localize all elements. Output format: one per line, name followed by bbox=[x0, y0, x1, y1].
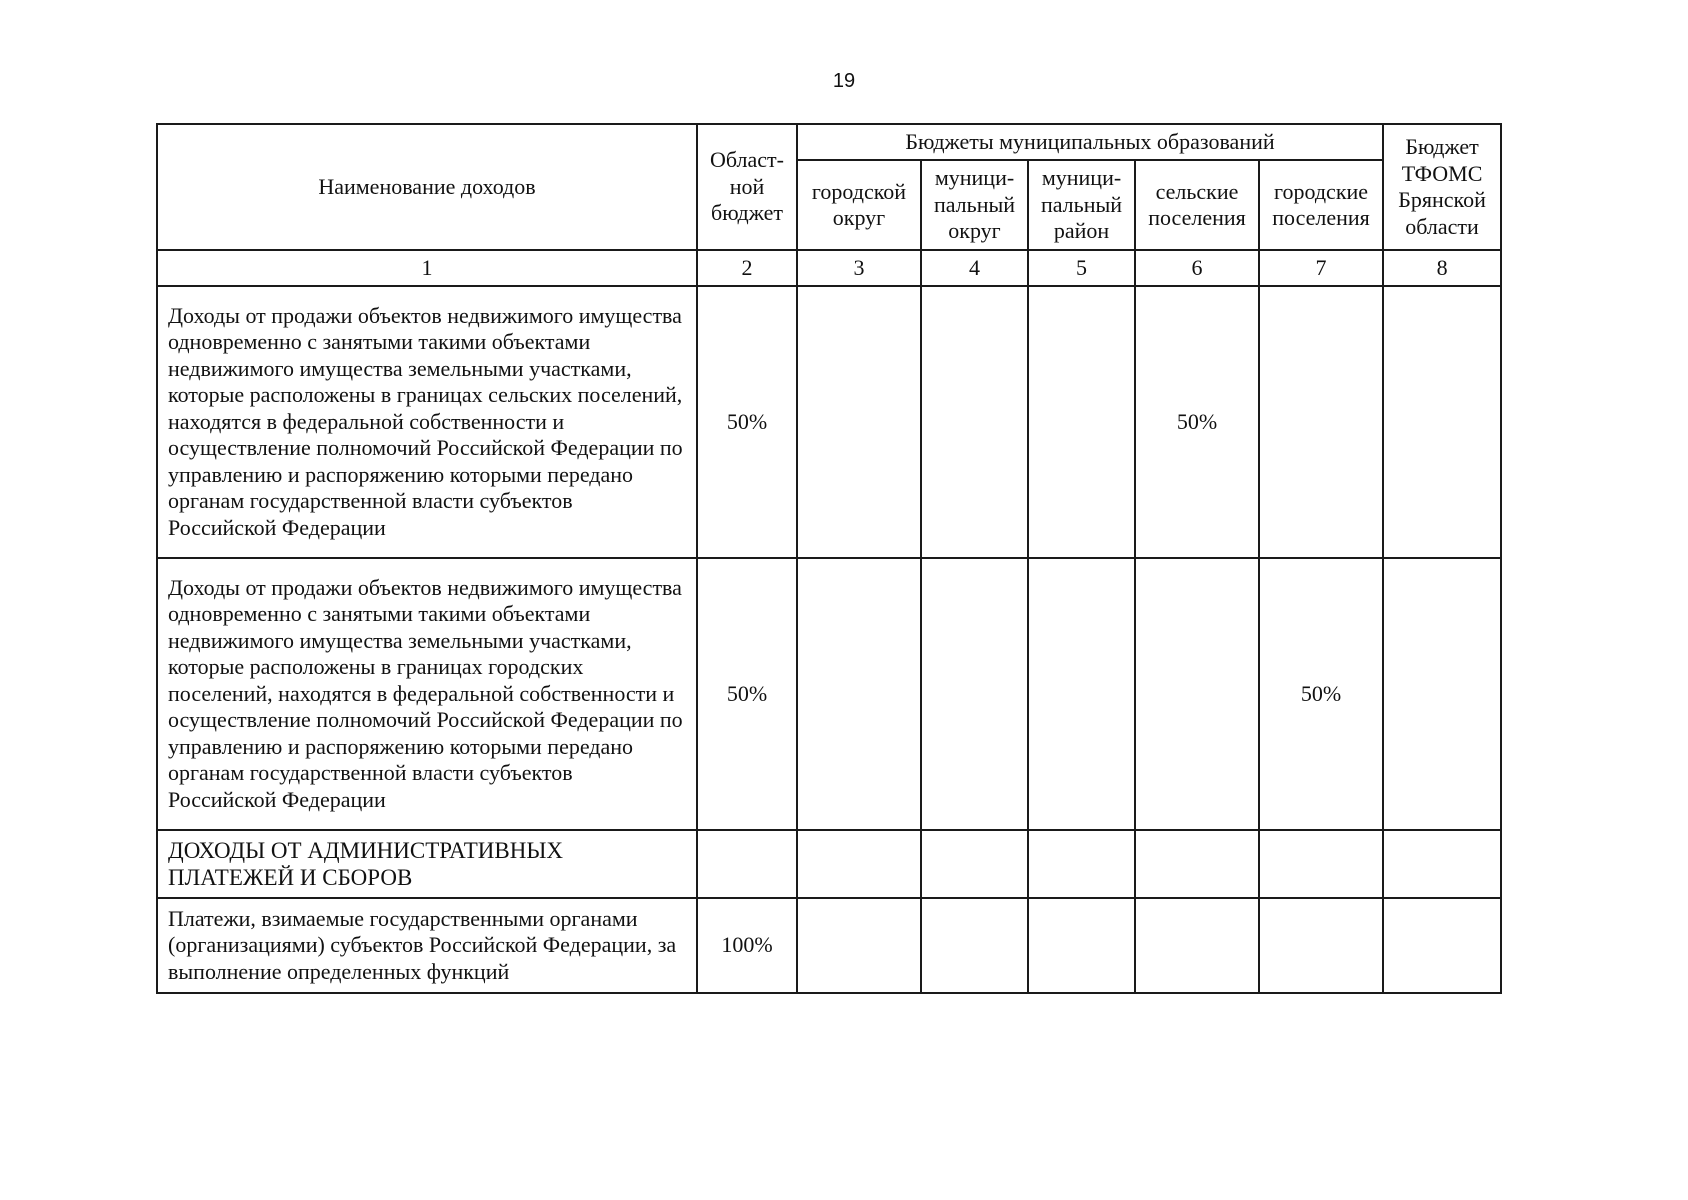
value-cell: 50% bbox=[1259, 558, 1383, 830]
value-cell bbox=[921, 898, 1028, 993]
header-municipal-area: муници-пальный район bbox=[1028, 160, 1135, 250]
column-number: 2 bbox=[697, 250, 797, 286]
value-cell bbox=[797, 286, 921, 558]
value-cell: 100% bbox=[697, 898, 797, 993]
value-cell bbox=[921, 558, 1028, 830]
column-number: 8 bbox=[1383, 250, 1501, 286]
column-number: 3 bbox=[797, 250, 921, 286]
section-row bbox=[157, 830, 1501, 898]
value-cell bbox=[797, 558, 921, 830]
value-cell bbox=[1028, 898, 1135, 993]
value-cell bbox=[1028, 558, 1135, 830]
revenue-name: Доходы от продажи объектов недвижимого имущества одновременно с занятыми такими объектами недвижимого имущества земельными участками, которые расположены в границах сельских поселений, находятся в федеральной собственности и осуществление полномочий Российской Федерации по управлению и распоряжению которыми передано органам государственной власти субъектов Российской Федерации bbox=[157, 286, 697, 558]
value-cell bbox=[1135, 830, 1259, 898]
revenue-distribution-table bbox=[156, 123, 1502, 994]
value-cell bbox=[1383, 830, 1501, 898]
column-number: 6 bbox=[1135, 250, 1259, 286]
value-cell bbox=[1259, 830, 1383, 898]
value-cell bbox=[1259, 286, 1383, 558]
value-cell bbox=[1383, 286, 1501, 558]
header-municipal-district: муници-пальный округ bbox=[921, 160, 1028, 250]
value-cell: 50% bbox=[697, 558, 797, 830]
revenue-name: Платежи, взимаемые государственными органами (организациями) субъектов Российской Федерации, за выполнение определенных функций bbox=[157, 898, 697, 993]
table-row bbox=[157, 286, 1501, 558]
header-urban-settlements: городские поселения bbox=[1259, 160, 1383, 250]
column-number: 1 bbox=[157, 250, 697, 286]
value-cell: 50% bbox=[1135, 286, 1259, 558]
value-cell bbox=[921, 830, 1028, 898]
value-cell bbox=[1135, 898, 1259, 993]
header-rural-settlements: сельские поселения bbox=[1135, 160, 1259, 250]
value-cell bbox=[1259, 898, 1383, 993]
section-title: ДОХОДЫ ОТ АДМИНИСТРАТИВНЫХ ПЛАТЕЖЕЙ И СБОРОВ bbox=[157, 830, 697, 898]
value-cell bbox=[921, 286, 1028, 558]
page-number: 19 bbox=[832, 70, 856, 92]
header-regional-budget: Област-ной бюджет bbox=[697, 124, 797, 250]
value-cell bbox=[1135, 558, 1259, 830]
value-cell: 50% bbox=[697, 286, 797, 558]
value-cell bbox=[697, 830, 797, 898]
column-number: 5 bbox=[1028, 250, 1135, 286]
value-cell bbox=[797, 830, 921, 898]
value-cell bbox=[1383, 558, 1501, 830]
column-number: 4 bbox=[921, 250, 1028, 286]
revenue-name: Доходы от продажи объектов недвижимого имущества одновременно с занятыми такими объектами недвижимого имущества земельными участками, которые расположены в границах городских поселений, находятся в федеральной собственности и осуществление полномочий Российской Федерации по управлению и распоряжению которыми передано органам государственной власти субъектов Российской Федерации bbox=[157, 558, 697, 830]
value-cell bbox=[1028, 286, 1135, 558]
header-municipal-budgets: Бюджеты муниципальных образований bbox=[797, 124, 1383, 160]
value-cell bbox=[1028, 830, 1135, 898]
column-number: 7 bbox=[1259, 250, 1383, 286]
value-cell bbox=[797, 898, 921, 993]
column-number-row bbox=[157, 250, 1501, 286]
table-row bbox=[157, 558, 1501, 830]
header-revenue-name: Наименование доходов bbox=[157, 124, 697, 250]
table-row bbox=[157, 898, 1501, 993]
value-cell bbox=[1383, 898, 1501, 993]
header-tfoms-budget: Бюджет ТФОМС Брянской области bbox=[1383, 124, 1501, 250]
header-row bbox=[157, 124, 1501, 160]
header-city-district: городской округ bbox=[797, 160, 921, 250]
